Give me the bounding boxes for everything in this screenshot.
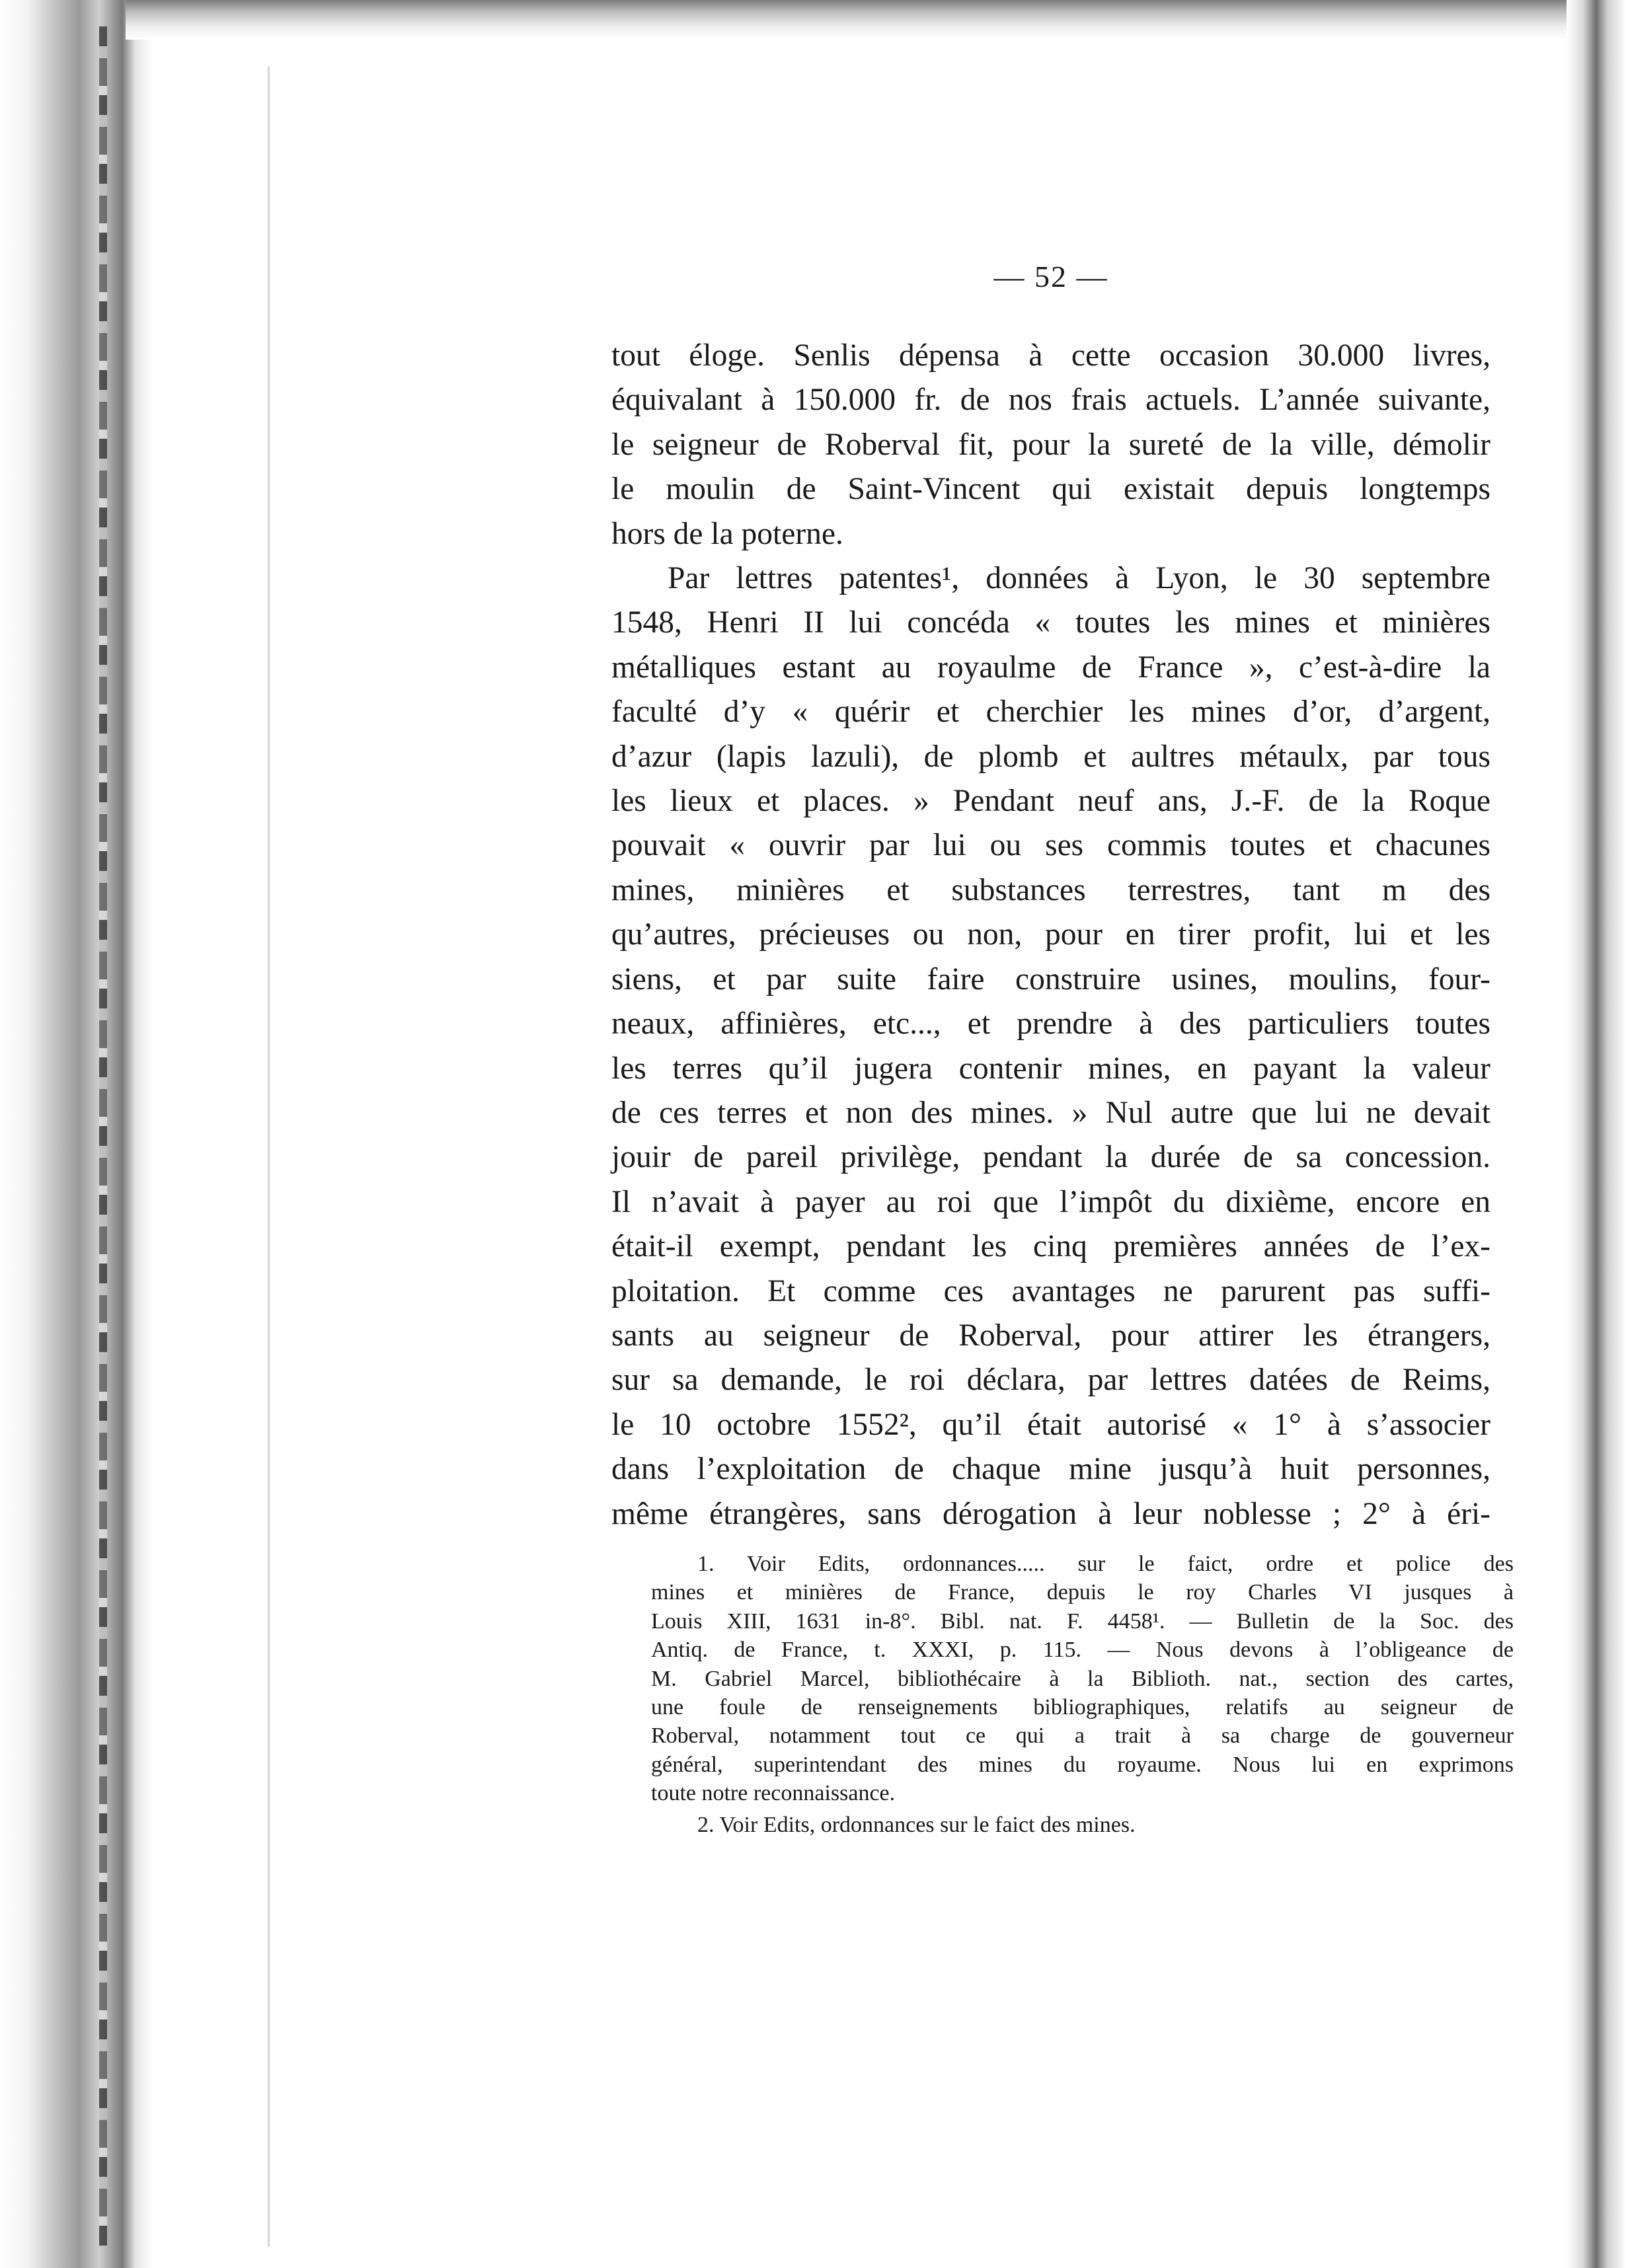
footnote-line: Antiq. de France, t. XXXI, p. 115. — Nous devons à l’obligeance de	[651, 1638, 1514, 1663]
body-line: faculté d’y « quérir et cherchier les mines d’or, d’argent,	[611, 695, 1490, 730]
body-line: pouvait « ouvrir par lui ou ses commis toutes et chacunes	[611, 828, 1490, 863]
body-line: métalliques estant au royaulme de France », c’est-à-dire la	[611, 650, 1490, 685]
body-line: équivalant à 150.000 fr. de nos frais actuels. L’année suivante,	[611, 383, 1490, 418]
page-fold-line	[268, 66, 270, 2247]
body-line: les terres qu’il jugera contenir mines, en payant la valeur	[611, 1051, 1490, 1086]
body-line: Par lettres patentes¹, données à Lyon, le 30 septembre	[668, 561, 1490, 596]
body-line: jouir de pareil privilège, pendant la durée de sa concession.	[611, 1140, 1490, 1175]
body-line: hors de la poterne.	[611, 516, 843, 551]
footnote-line: une foule de renseignements bibliographiques, relatifs au seigneur de	[651, 1695, 1514, 1720]
footnote-line: Roberval, notamment tout ce qui a trait à sa charge de gouverneur	[651, 1723, 1514, 1749]
book-binding-edge	[99, 26, 107, 2247]
scan-top-edge	[126, 0, 1580, 40]
scan-left-edge	[0, 0, 152, 2268]
body-line: les lieux et places. » Pendant neuf ans, J.-F. de la Roque	[611, 784, 1490, 819]
body-line: neaux, affinières, etc..., et prendre à des particuliers toutes	[611, 1006, 1490, 1041]
body-line: siens, et par suite faire construire usines, moulins, four-	[611, 962, 1490, 997]
body-line: ploitation. Et comme ces avantages ne parurent pas suffi-	[611, 1273, 1490, 1308]
body-line: d’azur (lapis lazuli), de plomb et aultres métaulx, par tous	[611, 739, 1490, 774]
footnotes	[651, 1550, 1514, 1839]
body-line: mines, minières et substances terrestres, tant m des	[611, 872, 1490, 907]
body-line: le moulin de Saint-Vincent qui existait depuis longtemps	[611, 472, 1490, 507]
body-line: le seigneur de Roberval fit, pour la sureté de la ville, démolir	[611, 427, 1490, 462]
footnote-line: Louis XIII, 1631 in-8°. Bibl. nat. F. 4458¹. — Bulletin de la Soc. des	[651, 1608, 1514, 1634]
footnote-line: mines et minières de France, depuis le roy Charles VI jusques à	[651, 1580, 1514, 1605]
body-line: même étrangères, sans dérogation à leur noblesse ; 2° à éri-	[611, 1496, 1490, 1531]
footnote-line: toute notre reconnaissance.	[651, 1781, 896, 1806]
body-line: de ces terres et non des mines. » Nul autre que lui ne devait	[611, 1095, 1490, 1130]
body-line: sants au seigneur de Roberval, pour attirer les étrangers,	[611, 1318, 1490, 1353]
body-line: sur sa demande, le roi déclara, par lettres datées de Reims,	[611, 1363, 1490, 1398]
scan-right-edge	[1567, 0, 1626, 2268]
body-line: le 10 octobre 1552², qu’il était autorisé « 1° à s’associer	[611, 1407, 1490, 1442]
body-line: dans l’exploitation de chaque mine jusqu’à huit personnes,	[611, 1452, 1490, 1487]
body-line: était-il exempt, pendant les cinq premières années de l’ex-	[611, 1229, 1490, 1264]
body-text	[611, 334, 1490, 1536]
body-line: tout éloge. Senlis dépensa à cette occasion 30.000 livres,	[611, 338, 1490, 373]
body-line: qu’autres, précieuses ou non, pour en tirer profit, lui et les	[611, 917, 1490, 952]
body-line: 1548, Henri II lui concéda « toutes les mines et minières	[611, 605, 1490, 640]
page-number: — 52 —	[993, 260, 1108, 293]
footnote-line: général, superintendant des mines du royaume. Nous lui en exprimons	[651, 1752, 1514, 1777]
footnote-line: 1. Voir Edits, ordonnances..... sur le faict, ordre et police des	[697, 1552, 1514, 1576]
footnote-line: 2. Voir Edits, ordonnances sur le faict des mines.	[697, 1812, 1136, 1837]
body-line: Il n’avait à payer au roi que l’impôt du dixième, encore en	[611, 1184, 1490, 1219]
footnote-line: M. Gabriel Marcel, bibliothécaire à la Biblioth. nat., section des cartes,	[651, 1666, 1514, 1691]
